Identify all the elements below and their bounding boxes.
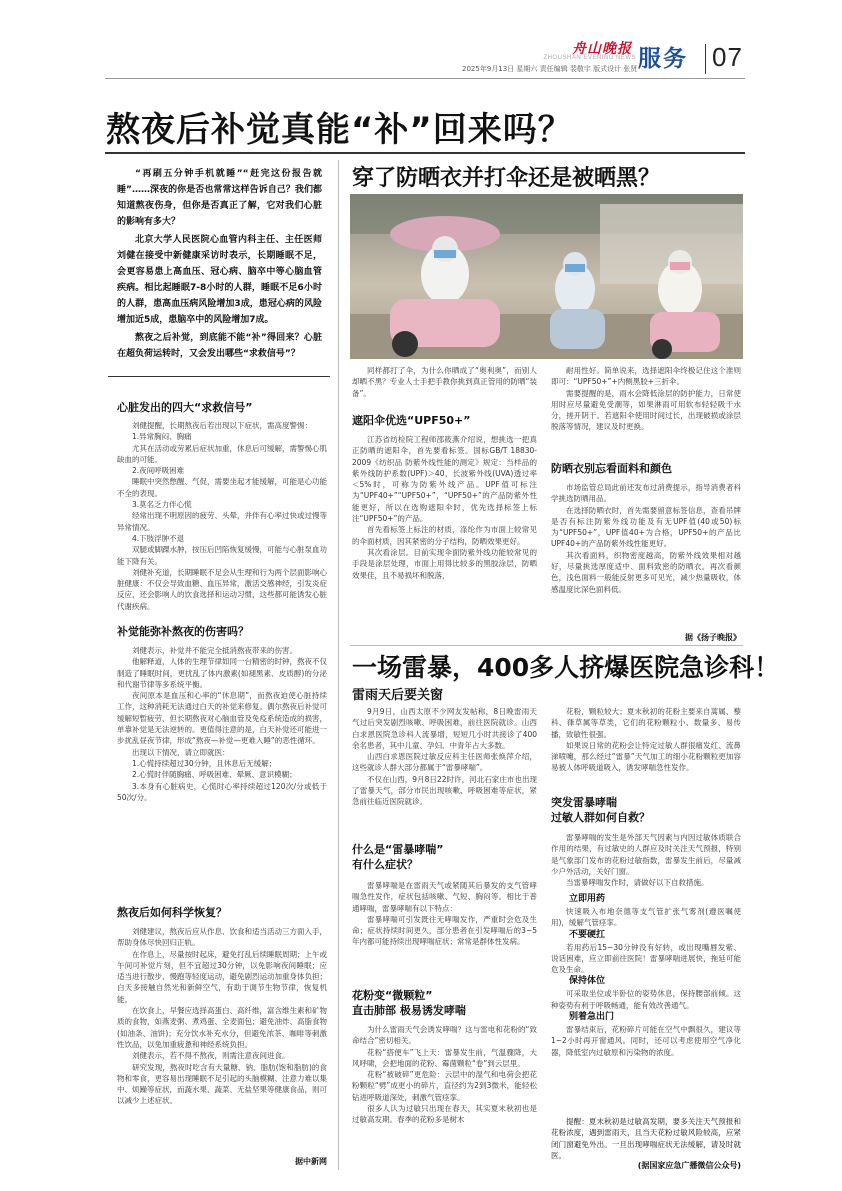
heading-warning-signs: 心脏发出的四大“求救信号” bbox=[117, 401, 253, 414]
text-paragraph: 夜间原本是血压和心率的“休息期”，而熬夜迫使心脏持续工作，这种消耗无法通过白天的补觉来修复。偶尔熬夜后补觉可缓解短暂疲劳，但长期熬夜对心脑血管及免疫系统造成的损害，单靠补觉是无法逆转的。更值得注意的是，白天补觉还可能进一步扰乱昼夜节律，形成“熬夜—补觉—更难入睡”的恶性循环。 bbox=[117, 691, 327, 746]
lead-paragraph: 北京大学人民医院心血管内科主任、主任医师刘健在接受中新健康采访时表示，长期睡眠不足，会更容易患上高血压、冠心病、脑卒中等心脑血管疾病。相比起睡眠7-8小时的人群，睡眠不足6小时的人群，患高血压病风险增加3成，患冠心病的风险增加近5成，患脑卒中的风险增加7成。 bbox=[117, 235, 322, 325]
column-divider bbox=[338, 160, 339, 1170]
text-paragraph: 2.夜间呼吸困难 bbox=[132, 466, 185, 476]
text-paragraph: 同样都打了伞，为什么你晒成了“奥利奥”，而别人却晒不黑？专业人士手把手教你挑到真正管用的防晒“装备”。 bbox=[352, 366, 537, 398]
text-paragraph: 在选择防晒衣时，首先需要留意标签信息，查看吊牌是否有标注防紫外线功能及有无UPF值(40或50)标为“UPF50+”，UPF值40+为合格，UPF50+的产品比UPF40+的产品防紫外线性能更好。 bbox=[551, 505, 741, 549]
warning-signs-text bbox=[117, 420, 327, 615]
text-paragraph: 4.下肢浮肿不退 bbox=[132, 533, 185, 543]
sunscreen-col2-body bbox=[551, 482, 741, 632]
step-title: 别着急出门 bbox=[569, 1012, 615, 1023]
heading-self-rescue: 突发雷暴哮喘 过敏人群如何自救？ bbox=[551, 796, 650, 824]
page-number: 07 bbox=[712, 42, 743, 72]
text-paragraph: 如果说日常的花粉会让特定过敏人群很痛发红、流鼻涕喷嚏，那么经过“雷暴”天气加工的细小花粉颗粒更加容易被人体呼吸道吸入，诱发哮喘急性发作。 bbox=[551, 740, 741, 773]
heading-clothing: 防晒衣别忘看面料和颜色 bbox=[551, 462, 672, 475]
text-paragraph: 刘健提醒，长期熬夜后若出现以下症状，需高度警惕： bbox=[132, 421, 312, 430]
header-rule bbox=[105, 78, 745, 79]
text-paragraph: 雷暴哮喘的发生是外部天气因素与内因过敏体质联合作用的结果，有过敏史的人群应及时关注天气预报，特别是气象部门发布的花粉过敏指数，雷暴发生前后，尽量减少户外活动，关好门窗。 bbox=[551, 833, 741, 876]
text-paragraph: 很多人认为过敏只出现在春天，其实夏末秋初也是过敏高发期。春季的花粉多是树木 bbox=[352, 1104, 537, 1125]
text-paragraph: 市场监管总局此前还发布过消费提示，指导消费者科学挑选防晒用品。 bbox=[551, 483, 741, 504]
storm-col2-body bbox=[551, 832, 741, 888]
text-paragraph: 刘健建议，熬夜后应从作息、饮食和适当活动三方面入手，帮助身体尽快回归正轨。 bbox=[117, 927, 327, 948]
lead-rule bbox=[108, 376, 330, 377]
recovery-text bbox=[117, 926, 327, 1154]
step-text: 若用药后15~30分钟没有好转，或出现嘴唇发紫、说话困难，应立即前往医院！雷暴哮喘进展快，拖延可能危及生命。 bbox=[551, 942, 741, 975]
section-name: 服务 bbox=[638, 46, 688, 72]
photo-illustration bbox=[350, 194, 743, 359]
heading-thunderstorm-asthma: 什么是“雷暴哮喘” 有什么症状？ bbox=[352, 843, 444, 871]
sunscreen-col2-top bbox=[551, 365, 741, 455]
storm-steps bbox=[551, 893, 741, 1115]
heading-catch-up-sleep: 补觉能弥补熬夜的伤害吗？ bbox=[117, 625, 249, 638]
text-paragraph: 尤其在活动或劳累后症状加重，休息后可缓解，需警惕心肌缺血的可能。 bbox=[117, 443, 327, 464]
text-paragraph: 首先看标签上标注的材质，涤纶作为市面上较常见的伞面材质，因其紧密的分子结构，防晒效果更好。 bbox=[352, 525, 537, 546]
text-paragraph: 雷暴哮喘是在雷雨天气或紧随其后暴发的支气管哮喘急性发作，症状包括咳嗽、气短、胸闷等。相比于普通哮喘，雷暴哮喘有以下特点： bbox=[352, 881, 537, 913]
text-paragraph: 花粉“搭便车”飞上天：雷暴发生前，气温骤降，大风呼啸，会把地面的花粉、霉菌颗粒“卷”到云层里。 bbox=[352, 1047, 537, 1068]
step-title: 不要硬扛 bbox=[569, 929, 606, 940]
text-paragraph: 其次看涂层。目前实现伞面防紫外线功能较常见的手段是涂层处理，市面上用得比较多的黑胶涂层，防晒效果佳，且不易损坏和脱落， bbox=[352, 547, 537, 580]
step-text: 可采取坐位或半卧位的姿势休息，保持腰部前倾。这种姿势有利于呼吸畅通，能有效改善通气。 bbox=[551, 989, 741, 1010]
source-note: 据中新网 bbox=[295, 1157, 327, 1166]
text-paragraph: 花粉“被破碎”更危险：云层中的湿气和电荷会把花粉颗粒“劈”成更小的碎片，直径约为2到3微米，能轻松钻进呼吸道深处，刺激气管痉挛。 bbox=[352, 1070, 537, 1102]
text-paragraph: 2.心慌时伴随胸痛、呼吸困难、晕厥、意识模糊； bbox=[132, 770, 297, 780]
text-paragraph: 1.异常胸闷、胸痛 bbox=[132, 432, 192, 442]
heading-pollen: 花粉变“微颗粒” 直击肺部 极易诱发哮喘 bbox=[352, 989, 466, 1017]
step-text: 快速吸入布地奈德等支气管扩张气雾剂(遵医嘱使用)，缓解气管痉挛。 bbox=[551, 907, 741, 928]
text-paragraph: 不仅在山西，9月8日22时许，河北石家庄市也出现了雷暴天气，部分市民出现咳嗽、呼吸困难等症状，紧急前往临近医院就诊。 bbox=[352, 774, 537, 807]
storm-col1-pollen bbox=[352, 1024, 537, 1170]
text-paragraph: 其次看面料，织物密度越高，防紫外线效果相对越好，尽量挑选厚度适中、面料致密的防晒衣。再次看颜色，浅色面料一般能反射更多可见光，减少热量吸收，体感温度比深色面料低。 bbox=[551, 550, 741, 594]
text-paragraph: 3.本身有心脏病史，心慌时心率持续超过120次/分或低于50次/分。 bbox=[117, 781, 327, 802]
text-paragraph: 他解释道，人体的生理节律如同一台精密的时钟，熬夜不仅制造了睡眠时间，更扰乱了体内激素(如褪黑素、皮质醇)的分泌和代谢节律等多系统平衡。 bbox=[117, 657, 327, 689]
storm-col1-symptoms bbox=[352, 880, 537, 975]
storm-subtitle: 雷雨天后要关窗 bbox=[352, 688, 444, 703]
text-paragraph: 刘健表示，补觉并不能完全抵消熬夜带来的伤害。 bbox=[132, 646, 297, 655]
text-paragraph: 山西白求恩医院过敏反应科主任医师张焕萍介绍，这些就诊人群大部分都属于“雷暴哮喘”。 bbox=[352, 752, 537, 773]
source-note: (据国家应急广播微信公众号) bbox=[637, 1161, 741, 1170]
text-paragraph: 花粉，颗粒较大；夏末秋初的花粉主要来自蒿属、藜科、葎草属等草类，它们的花粉颗粒小、数量多、易传播，致敏性很强。 bbox=[551, 707, 741, 739]
cyclists-photo bbox=[350, 194, 743, 359]
storm-reminder bbox=[551, 1116, 741, 1161]
text-paragraph: 耐用性好。简单说来，选择遮阳伞终极记住这个准则即可：“UPF50+”+内侧黑胶+三折伞。 bbox=[551, 366, 741, 387]
text-paragraph: 在饮食上，早餐应选择高蛋白、高纤维，富含维生素和矿物质的食物，如燕麦粥、煮鸡蛋、全麦面包；避免油炸、高脂食物(如油条、油饼)；充分饮水补充水分，但避免浓茶、咖啡等刺激性饮品，以免加重疲惫和神经系统负担。 bbox=[117, 1006, 327, 1049]
header-bar bbox=[705, 44, 706, 74]
text-paragraph: 双腿或脚踝水肿，按压后凹陷恢复缓慢，可能与心脏泵血功能下降有关。 bbox=[117, 545, 327, 566]
text-paragraph: 刘健补充道，长期睡眠不足会从生理和行为两个层面影响心脏健康：不仅会导致血糖、血压异常，激活交感神经，引发炎症反应，还会影响人的饮食选择和运动习惯，这些都可能诱发心脏代谢疾病。 bbox=[117, 567, 327, 611]
text-paragraph: 出现以下情况，请立即就医： bbox=[132, 747, 230, 757]
text-paragraph: 雷暴哮喘可引发既往无哮喘发作，严重时会危及生命；症状持续时间更久，部分患者在引发哮喘后的3~5年内都可能持续出现哮喘症状；常常是群体性发病。 bbox=[352, 914, 537, 947]
reminder-text: 提醒：夏末秋初是过敏高发期，要多关注天气预报和花粉浓度，遇到雷雨天，且当天花粉过敏风险较高，应紧闭门窗避免外出。一旦出现哮喘症状无法缓解，请及时就医。 bbox=[551, 1117, 741, 1160]
text-paragraph: 在作息上，尽量按时起床，避免打乱后续睡眠周期；上午或午间可补觉片刻，但不宜超过30分钟，以免影响夜间睡眠；应适当进行散步、慢跑等轻度运动，避免剧烈运动加重身体负担；白天多接触自然光和新鲜空气，有助于调节生物节律，恢复机能。 bbox=[117, 949, 327, 1004]
text-paragraph: 1.心慌持续超过30分钟，且休息后无缓解； bbox=[132, 758, 277, 768]
heading-umbrella: 遮阳伞优选“UPF50+” bbox=[352, 414, 471, 427]
title-rule bbox=[105, 152, 745, 154]
text-paragraph: 需要提醒的是，雨水会降低涂层的防护能力，日常使用时应尽量避免受潮等，如果淋雨可用软布轻轻吸干水分，搓开阴干。若遮阳伞使用时间过长，出现破损或涂层脱落等情况，建议及时更换。 bbox=[551, 388, 741, 432]
step-text: 雷暴结束后，花粉碎片可能在空气中飘很久，建议等1~2小时再开窗通风。同时，还可以考虑使用空气净化器，降低室内过敏原和污染物的浓度。 bbox=[551, 1025, 741, 1057]
text-paragraph: 睡眠中突然憋醒、气促，需要坐起才能缓解，可能是心功能不全的表现。 bbox=[117, 477, 327, 498]
text-paragraph: 9月9日，山西太原不少网友发帖称，8日晚雷雨天气过后突发剧烈咳嗽、呼吸困难，前往医院就诊。山西白求恩医院急诊科人流暴增，短短几小时共接诊了400余名患者，其中儿童、孕妇、中青年占大多数。 bbox=[352, 707, 537, 750]
sunscreen-col1-intro bbox=[352, 365, 537, 399]
text-paragraph: 研究发现，熬夜时吃含有大量糖、钠、脂肪(饱和脂肪)的食物和零食，更容易出现睡眠不足引起的头脑模糊、注意力难以集中、烦躁等症状，而蔬水果、蔬菜、无盐坚果等健康食品，则可以减少上述症状。 bbox=[117, 1062, 327, 1106]
source-note: 据《扬子晚报》 bbox=[685, 633, 741, 642]
main-title: 熬夜后补觉真能“补”回来吗？ bbox=[106, 110, 573, 150]
step-title: 保持体位 bbox=[569, 976, 606, 987]
text-paragraph: 为什么雷雨天气会诱发哮喘？这与雷电和花粉的“致命结合”密切相关。 bbox=[352, 1025, 537, 1046]
lead-paragraphs bbox=[117, 166, 322, 362]
sunscreen-title: 穿了防晒衣并打伞还是被晒黑？ bbox=[352, 166, 661, 191]
text-paragraph: 当雷暴哮喘发作时，请做好以下自救措施。 bbox=[566, 878, 709, 888]
lead-paragraph: “再刷五分钟手机就睡”“赶完这份报告就睡”……深夜的你是否也常常这样告诉自己？我们都知道熬夜伤身，但你是否真正了解，它对我们心脏的影响有多大？ bbox=[117, 169, 322, 227]
text-paragraph: 江苏省纺检院工程师邵筱燕介绍说，想挑选一把真正防晒的遮阳伞，首先要看标签。国标GB/T 18830-2009《纺织品 防紫外线性能的测定》规定：当样品的紫外线防护系数(UPF)＞40，长波紫外线(UVA)透过率＜5%时，可称为防紫外线产品。UPF值可标注为“UPF40+”“UPF50+”，“UPF50+”的产品防紫外性能更好，所以在选购遮阳伞时，优先选择标签上标注“UPF50+”的产品。 bbox=[352, 435, 537, 524]
lead-paragraph: 熬夜之后补觉，到底能不能“补”得回来？心脏在超负荷运转时，又会发出哪些“求救信号”？ bbox=[117, 333, 322, 359]
masthead-logo: 舟山晚报 bbox=[572, 41, 632, 57]
date-line: 2025年9月13日 星期六 责任编辑 裴敬宇 版式设计 张贤 bbox=[462, 65, 638, 73]
masthead-english: ZHOUSHAN EVENING NEWS bbox=[543, 55, 636, 61]
text-paragraph: 刘健表示，若不得不熬夜，则需注意夜间进食。 bbox=[132, 1051, 290, 1061]
step-title: 立即用药 bbox=[569, 894, 606, 904]
text-paragraph: 经常出现不明原因的疲劳、头晕，并伴有心率过快或过慢等异常情况。 bbox=[117, 511, 327, 532]
sunscreen-col1-body bbox=[352, 434, 537, 624]
heading-recovery: 熬夜后如何科学恢复？ bbox=[117, 906, 227, 919]
storm-title: 一场雷暴，400多人挤爆医院急诊科！ bbox=[352, 653, 780, 682]
section-divider bbox=[350, 645, 743, 646]
storm-col2-top bbox=[551, 706, 741, 796]
storm-col1-intro bbox=[352, 706, 537, 841]
catch-up-sleep-text bbox=[117, 645, 327, 895]
text-paragraph: 3.莫名乏力伴心慌 bbox=[132, 500, 192, 510]
